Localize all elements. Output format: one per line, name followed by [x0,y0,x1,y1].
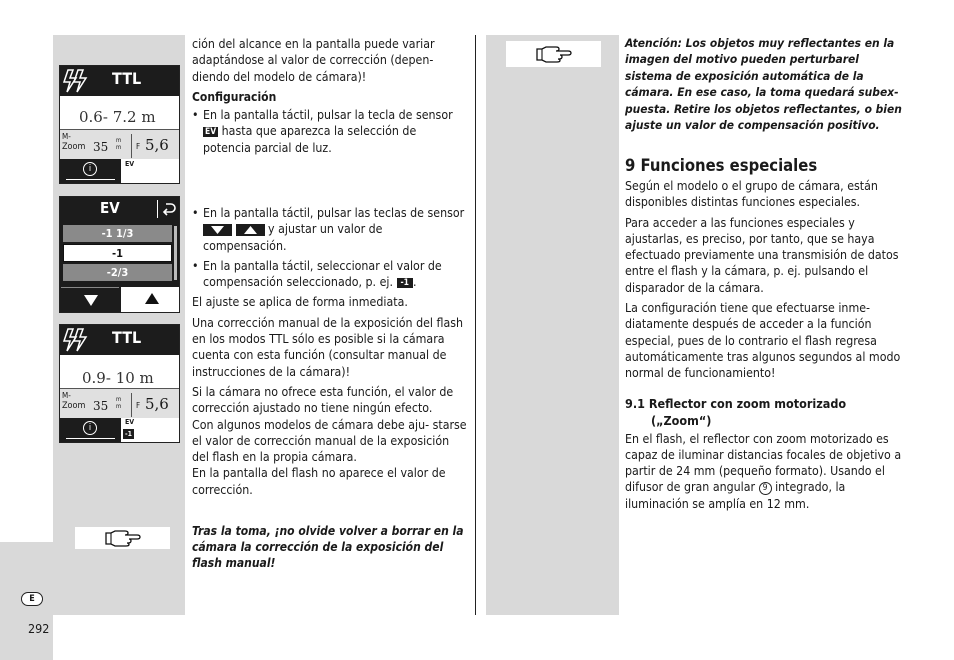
info-icon-glyph: i [88,423,92,433]
option-label: -1 1/3 [101,227,134,240]
info-button[interactable] [60,418,121,442]
bullet-1-text-end: hasta que aparezca la selección de potencia parcial de luz. [203,124,417,155]
subsection-heading-line1 [625,395,903,412]
mode-label: TTL [112,69,142,88]
scroll-down-button[interactable] [61,287,119,312]
option-row-1-selected[interactable] [63,244,172,262]
info-button[interactable] [60,159,121,183]
ev-button[interactable] [122,418,179,442]
info-icon [83,421,97,435]
divider [131,134,132,158]
column-divider [475,35,476,615]
note-hand-box-right [506,41,601,67]
ev-key-badge: EV [205,127,217,138]
option-label: -2/3 [106,266,129,279]
ev-selection-display [59,196,180,313]
some-models-paragraph: Con algunos modelos de cámara debe aju- starse el valor de corrección manual de la exposición del flash en la propia cámara. [192,417,467,465]
ev-title: EV [100,199,120,217]
triangle-down-icon [211,226,224,234]
left-text-column [192,36,467,156]
flash-bolt-icon [63,327,89,353]
paragraph-4 [625,431,903,512]
f-label: F [136,401,141,410]
info-underline [66,438,115,439]
zoom-unit-top: m [116,396,122,403]
section-heading: 9 Funciones especiales [625,156,818,175]
scrollbar[interactable] [174,226,177,280]
subsection-title-line2: („Zoom“) [651,412,712,428]
info-icon-glyph: i [88,164,92,174]
settings-row [60,388,179,418]
mode-text-zoom: Zoom [62,142,86,152]
sensor-down-key [203,224,232,236]
range-value: 0.6- 7.2 m [79,108,156,126]
language-badge-label: E [29,594,35,604]
triangle-up-icon [244,226,257,234]
flash-display-ttl-1 [59,65,180,184]
bullet-2 [192,205,467,254]
mode-text-m: M- [62,391,71,400]
right-text-column [625,178,903,516]
left-text-column-2 [192,205,467,502]
flash-display-ttl-2 [59,324,180,443]
ev-button-label: EV [125,160,135,168]
display-header [60,66,179,96]
paragraph-4-text-end: integrado, la iluminación se amplía en 12 mm. [625,480,846,511]
zoom-unit-top: m [116,137,122,144]
display-header [60,325,179,355]
paragraph-3: La configuración tiene que efectuarse inme- diatamente después de acceder a la función especial, pues de lo contrario el flash regresa automáticamente tras algunos segundos al modo normal de funcionamiento! [625,301,901,381]
circled-number: 9 [759,482,772,495]
attention-note: Atención: Los objetos muy reflectantes en la imagen del motivo pueden perturbarel sistema de exposición automática de la cámara. En ese caso, la toma quedará subex- puesta. Retire los objetos reflectantes, o bien ajuste un valor de compensación positivo. [625,36,902,133]
bullet-3-text-end: . [413,275,417,290]
back-arrow-icon[interactable] [161,201,177,217]
page-number: 292 [28,621,50,636]
config-heading: Configuración [192,89,277,104]
bullet-2-text-end: y ajustar un valor de compensación. [203,222,383,253]
zoom-value: 35 [93,399,109,413]
intro-paragraph: ción del alcance en la pantalla puede variar adaptándose al valor de corrección (depen- diendo del modelo de cámara)! [192,37,435,84]
zoom-value: 35 [93,140,109,154]
pointing-hand-icon [103,529,143,547]
settings-row [60,129,179,159]
f-number: 5,6 [145,136,169,154]
warning-note: Tras la toma, ¡no olvide volver a borrar en la cámara la corrección de la exposición del flash manual! [192,524,464,571]
paragraph-1: Según el modelo o el grupo de cámara, están disponibles distintas funciones especiales. [625,179,878,210]
f-number: 5,6 [145,395,169,413]
triangle-down-icon [84,295,98,306]
bullet-3 [192,258,467,291]
ev-button-label: EV [125,418,135,426]
option-row-2[interactable] [63,264,172,281]
subsection-heading [625,395,903,429]
manual-paragraph: Una corrección manual de la exposición del flash en los modos TTL sólo es posible si la cámara cuenta con esta función (consultar manual de instrucciones de la cámara)! [192,315,464,379]
scroll-up-button[interactable] [121,287,179,312]
divider [131,393,132,417]
ev-value-badge: -1 [125,430,132,438]
mode-label: TTL [112,328,142,347]
ev-button[interactable] [122,159,179,183]
info-icon [83,162,97,176]
zoom-unit-bottom: m [116,144,122,151]
option-list [63,223,172,283]
zoom-unit-bottom: m [116,403,122,410]
display-paragraph: En la pantalla del flash no aparece el valor de corrección. [192,466,446,497]
paragraph-2: Para acceder a las funciones especiales y ajustarlas, es preciso, por tanto, que se haya efectuado previamente una transmisión de datos entre el flash y la cámara, p. ej. pulsando el disparador de la cámara. [625,215,899,295]
right-note-panel [486,35,619,615]
flash-bolt-icon [63,68,89,94]
bullet-3-text: En la pantalla táctil, seleccionar el valor de compensación seleccionado, p. ej. [203,258,442,290]
subsection-title: Reflector con zoom motorizado [648,395,847,411]
bullet-1 [192,107,467,156]
option-label: -1 [112,247,123,260]
note-hand-box-left [75,527,170,549]
pointing-hand-icon [534,45,574,63]
info-underline [66,179,115,180]
minus-one-badge: -1 [397,278,414,288]
language-badge [21,592,43,606]
mode-text-m: M- [62,132,71,141]
mode-text-zoom: Zoom [62,401,86,411]
bullet-1-text: En la pantalla táctil, pulsar la tecla de sensor [203,108,453,123]
sensor-up-key [236,224,265,236]
paragraph-4-text: En el flash, el reflector con zoom motorizado es capaz de iluminar distancias focales de objetivo a partir de 24 mm (pequeño formato). Usando el difusor de gran angular [625,431,902,495]
subsection-number: 9.1 [625,395,645,411]
f-label: F [136,142,141,151]
header-divider [157,200,158,218]
immediate-paragraph: El ajuste se aplica de forma inmediata. [192,295,408,310]
bullet-2-text: En la pantalla táctil, pulsar las teclas de sensor [203,206,465,220]
triangle-up-icon [145,293,159,304]
noval-paragraph: Si la cámara no ofrece esta función, el valor de corrección ajustado no tiene ningún efecto. [192,384,454,416]
option-row-0[interactable] [63,225,172,242]
range-value: 0.9- 10 m [82,369,154,387]
